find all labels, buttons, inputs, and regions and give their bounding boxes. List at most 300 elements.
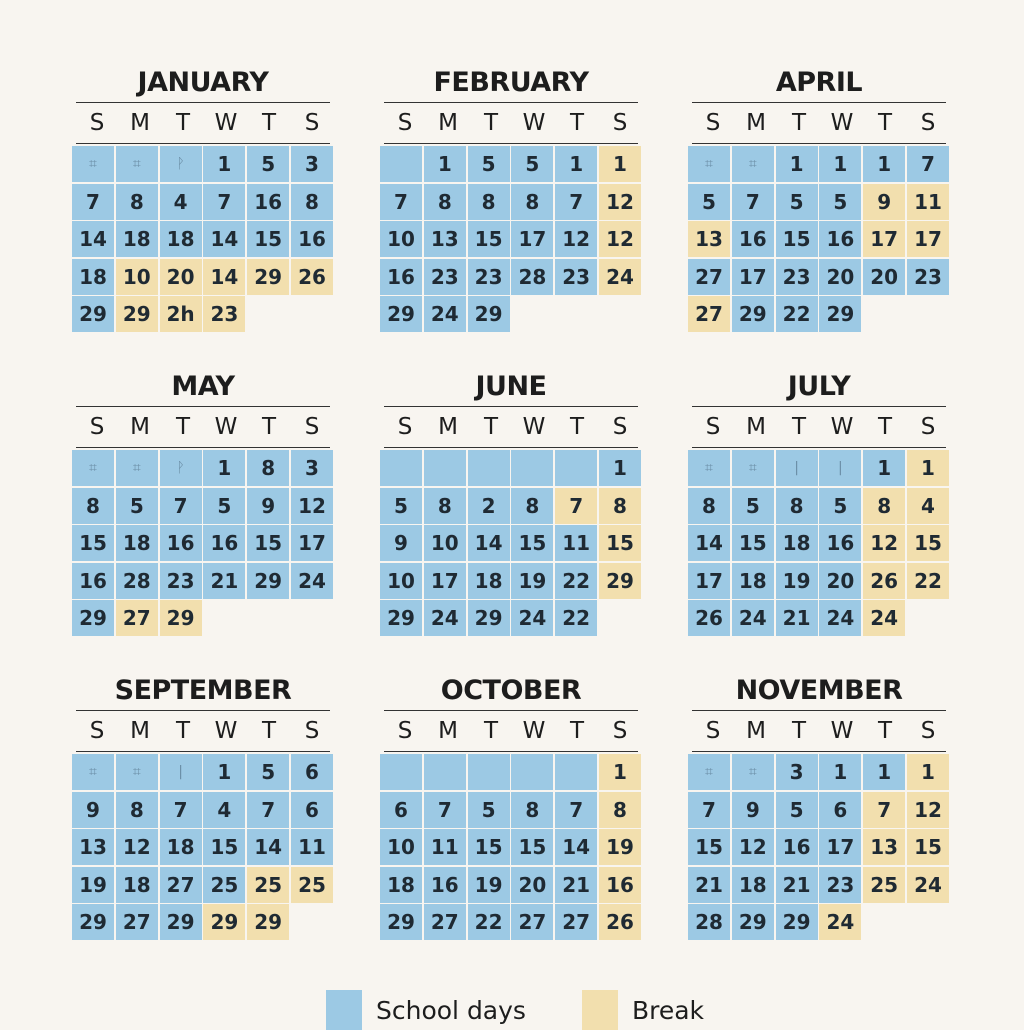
month-calendar bbox=[380, 64, 642, 354]
school-day-cell: 11 bbox=[555, 525, 597, 561]
school-day-cell: 9 bbox=[380, 525, 422, 561]
break-day-cell: 29 bbox=[599, 563, 641, 599]
school-day-cell: 5 bbox=[776, 184, 818, 220]
empty-day-cell bbox=[907, 600, 949, 636]
weekday-header: S bbox=[612, 110, 628, 136]
school-day-cell: 14 bbox=[555, 829, 597, 865]
school-day-cell: 14 bbox=[468, 525, 510, 561]
school-day-cell: 15 bbox=[511, 829, 553, 865]
school-day-cell: 15 bbox=[203, 829, 245, 865]
school-day-cell: 22 bbox=[555, 563, 597, 599]
school-day-cell: 12 bbox=[732, 829, 774, 865]
school-day-cell: 11 bbox=[291, 829, 333, 865]
school-day-cell: 7 bbox=[160, 792, 202, 828]
weekday-header: T bbox=[483, 414, 499, 440]
weekday-header-row bbox=[692, 103, 946, 144]
weekday-header: W bbox=[830, 718, 854, 744]
school-day-cell: 19 bbox=[72, 867, 114, 903]
school-day-cell: 18 bbox=[732, 563, 774, 599]
empty-day-cell bbox=[863, 296, 905, 332]
school-day-cell: 16 bbox=[247, 184, 289, 220]
school-day-cell: 18 bbox=[732, 867, 774, 903]
school-day-cell: 1 bbox=[819, 146, 861, 182]
school-day-cell: 20 bbox=[863, 259, 905, 295]
weekday-header-row bbox=[692, 407, 946, 448]
school-day-cell: 8 bbox=[511, 184, 553, 220]
school-day-cell: 18 bbox=[116, 221, 158, 257]
break-day-cell: 8 bbox=[599, 792, 641, 828]
break-day-cell: 12 bbox=[863, 525, 905, 561]
school-day-cell: 29 bbox=[776, 904, 818, 940]
weekday-header: T bbox=[483, 718, 499, 744]
school-day-cell: 5 bbox=[247, 754, 289, 790]
school-day-cell: 29 bbox=[72, 296, 114, 332]
school-day-cell: 18 bbox=[160, 829, 202, 865]
school-day-cell: 22 bbox=[468, 904, 510, 940]
break-day-cell: 13 bbox=[863, 829, 905, 865]
weekday-header: S bbox=[612, 414, 628, 440]
school-day-cell: 14 bbox=[247, 829, 289, 865]
break-day-cell: 24 bbox=[599, 259, 641, 295]
school-day-cell: 27 bbox=[511, 904, 553, 940]
school-day-cell: 23 bbox=[424, 259, 466, 295]
school-day-cell: 5 bbox=[688, 184, 730, 220]
weekday-header-row bbox=[384, 407, 638, 448]
break-day-cell: 19 bbox=[599, 829, 641, 865]
school-day-cell bbox=[424, 754, 466, 790]
school-day-cell: 23 bbox=[907, 259, 949, 295]
empty-day-cell bbox=[291, 904, 333, 940]
day-grid bbox=[72, 754, 334, 940]
weekday-header: T bbox=[791, 718, 807, 744]
day-grid bbox=[380, 146, 642, 332]
school-day-cell: 21 bbox=[203, 563, 245, 599]
weekday-header: S bbox=[920, 414, 936, 440]
weekday-header: M bbox=[438, 110, 458, 136]
school-day-cell: ⌗ bbox=[732, 450, 774, 486]
weekday-header: S bbox=[89, 110, 105, 136]
school-day-cell: 6 bbox=[291, 792, 333, 828]
school-day-cell: 21 bbox=[776, 867, 818, 903]
break-day-cell: 25 bbox=[247, 867, 289, 903]
weekday-header: T bbox=[569, 414, 585, 440]
school-day-cell: 19 bbox=[776, 563, 818, 599]
school-day-cell: 8 bbox=[72, 488, 114, 524]
school-day-cell: 29 bbox=[72, 600, 114, 636]
school-day-cell: 3 bbox=[291, 146, 333, 182]
school-day-cell: 7 bbox=[247, 792, 289, 828]
school-day-cell: 28 bbox=[688, 904, 730, 940]
empty-day-cell bbox=[511, 296, 553, 332]
school-day-cell: 23 bbox=[819, 867, 861, 903]
school-day-cell bbox=[380, 754, 422, 790]
school-day-cell bbox=[380, 146, 422, 182]
weekday-header: S bbox=[612, 718, 628, 744]
day-grid bbox=[72, 146, 334, 332]
school-day-cell: 7 bbox=[424, 792, 466, 828]
school-day-cell: 17 bbox=[291, 525, 333, 561]
break-day-cell: 14 bbox=[203, 259, 245, 295]
weekday-header-row bbox=[76, 103, 330, 144]
weekday-header: S bbox=[304, 718, 320, 744]
break-day-cell: 17 bbox=[907, 221, 949, 257]
school-day-cell: 15 bbox=[247, 221, 289, 257]
empty-day-cell bbox=[291, 296, 333, 332]
school-day-cell: 1 bbox=[819, 754, 861, 790]
school-day-cell: ⌗ bbox=[688, 450, 730, 486]
school-day-cell: 6 bbox=[291, 754, 333, 790]
school-day-cell: 20 bbox=[819, 563, 861, 599]
empty-day-cell bbox=[555, 296, 597, 332]
month-calendar bbox=[72, 368, 334, 658]
school-day-cell: 1 bbox=[203, 146, 245, 182]
break-day-cell: 27 bbox=[116, 600, 158, 636]
school-day-cell: 24 bbox=[424, 600, 466, 636]
school-day-cell: ⌗ bbox=[732, 146, 774, 182]
weekday-header: T bbox=[877, 718, 893, 744]
school-day-cell: 9 bbox=[247, 488, 289, 524]
school-day-cell: 6 bbox=[380, 792, 422, 828]
day-grid bbox=[72, 450, 334, 636]
school-day-cell: 29 bbox=[160, 904, 202, 940]
weekday-header: S bbox=[89, 718, 105, 744]
school-day-cell: | bbox=[776, 450, 818, 486]
school-day-cell: ᚹ bbox=[160, 146, 202, 182]
school-day-cell: 10 bbox=[424, 525, 466, 561]
school-day-cell: 5 bbox=[819, 488, 861, 524]
weekday-header: T bbox=[261, 718, 277, 744]
weekday-header: T bbox=[175, 110, 191, 136]
empty-day-cell bbox=[203, 600, 245, 636]
break-day-cell: 1 bbox=[907, 450, 949, 486]
school-day-cell: 18 bbox=[116, 525, 158, 561]
school-day-cell: 29 bbox=[819, 296, 861, 332]
school-day-cell: ⌗ bbox=[688, 754, 730, 790]
school-day-cell: 25 bbox=[203, 867, 245, 903]
school-day-cell: 5 bbox=[819, 184, 861, 220]
break-day-cell: 24 bbox=[907, 867, 949, 903]
school-day-cell bbox=[468, 450, 510, 486]
break-day-cell: 29 bbox=[247, 259, 289, 295]
month-calendar bbox=[688, 64, 950, 354]
school-day-cell: 29 bbox=[468, 296, 510, 332]
school-day-cell: 9 bbox=[732, 792, 774, 828]
school-day-cell: 7 bbox=[732, 184, 774, 220]
break-day-cell: 1 bbox=[599, 754, 641, 790]
weekday-header: S bbox=[397, 718, 413, 744]
school-day-cell: 4 bbox=[203, 792, 245, 828]
break-day-cell: 1 bbox=[599, 146, 641, 182]
school-day-cell: 7 bbox=[72, 184, 114, 220]
school-day-cell bbox=[555, 754, 597, 790]
month-title: MAY bbox=[171, 371, 235, 402]
break-day-cell: 7 bbox=[555, 488, 597, 524]
school-day-cell: 8 bbox=[116, 184, 158, 220]
break-day-cell: 29 bbox=[116, 296, 158, 332]
month-calendar bbox=[688, 368, 950, 658]
empty-day-cell bbox=[863, 904, 905, 940]
school-day-cell: 5 bbox=[511, 146, 553, 182]
weekday-header: T bbox=[175, 718, 191, 744]
break-day-cell: 12 bbox=[907, 792, 949, 828]
break-day-cell: 12 bbox=[599, 221, 641, 257]
school-day-cell: 17 bbox=[732, 259, 774, 295]
break-day-cell: 16 bbox=[599, 867, 641, 903]
weekday-header-row bbox=[384, 103, 638, 144]
month-title: NOVEMBER bbox=[735, 675, 903, 706]
weekday-header: T bbox=[877, 414, 893, 440]
empty-day-cell bbox=[247, 600, 289, 636]
break-day-cell: 27 bbox=[688, 296, 730, 332]
school-day-cell: 20 bbox=[511, 867, 553, 903]
school-day-cell bbox=[380, 450, 422, 486]
break-day-cell: 7 bbox=[863, 792, 905, 828]
school-day-cell: 24 bbox=[819, 600, 861, 636]
school-day-cell: 2 bbox=[468, 488, 510, 524]
weekday-header-row bbox=[76, 711, 330, 752]
school-day-cell bbox=[511, 754, 553, 790]
school-day-cell: 1 bbox=[424, 146, 466, 182]
school-day-cell: 27 bbox=[116, 904, 158, 940]
weekday-header: M bbox=[746, 718, 766, 744]
school-day-cell: 6 bbox=[819, 792, 861, 828]
break-day-cell: 29 bbox=[247, 904, 289, 940]
school-day-cell: 14 bbox=[203, 221, 245, 257]
school-day-cell: | bbox=[160, 754, 202, 790]
school-day-cell: 7 bbox=[203, 184, 245, 220]
school-day-cell: | bbox=[819, 450, 861, 486]
break-day-cell: 26 bbox=[599, 904, 641, 940]
month-calendar bbox=[72, 64, 334, 354]
school-day-cell: 19 bbox=[468, 867, 510, 903]
school-day-cell: 29 bbox=[72, 904, 114, 940]
weekday-header: S bbox=[705, 110, 721, 136]
break-day-cell: 20 bbox=[160, 259, 202, 295]
break-label: Break bbox=[631, 995, 705, 1025]
month-calendar bbox=[72, 672, 334, 962]
school-day-cell: 16 bbox=[380, 259, 422, 295]
school-day-cell: 16 bbox=[732, 221, 774, 257]
school-day-cell: 5 bbox=[468, 146, 510, 182]
school-day-cell: 9 bbox=[72, 792, 114, 828]
weekday-header-row bbox=[692, 711, 946, 752]
school-day-cell: 1 bbox=[863, 146, 905, 182]
school-day-cell: 8 bbox=[116, 792, 158, 828]
school-day-cell: ⌗ bbox=[116, 754, 158, 790]
school-day-cell: 12 bbox=[291, 488, 333, 524]
school-day-cell: 1 bbox=[203, 754, 245, 790]
day-grid bbox=[380, 450, 642, 636]
school-day-cell: 27 bbox=[688, 259, 730, 295]
school-day-cell: 17 bbox=[819, 829, 861, 865]
school-day-cell: 7 bbox=[160, 488, 202, 524]
break-day-cell: 26 bbox=[863, 563, 905, 599]
break-day-cell: 15 bbox=[907, 829, 949, 865]
weekday-header: W bbox=[522, 110, 546, 136]
school-day-cell: 28 bbox=[511, 259, 553, 295]
school-day-cell: 8 bbox=[424, 488, 466, 524]
weekday-header: S bbox=[705, 414, 721, 440]
month-calendar bbox=[688, 672, 950, 962]
school-day-cell: ᚹ bbox=[160, 450, 202, 486]
month-title: JANUARY bbox=[137, 67, 269, 98]
school-day-cell: 23 bbox=[468, 259, 510, 295]
school-day-cell: 24 bbox=[732, 600, 774, 636]
weekday-header-row bbox=[384, 711, 638, 752]
school-day-cell: ⌗ bbox=[732, 754, 774, 790]
school-day-cell: 5 bbox=[380, 488, 422, 524]
month-calendar bbox=[380, 672, 642, 962]
empty-day-cell bbox=[907, 296, 949, 332]
school-day-cell: 3 bbox=[776, 754, 818, 790]
school-day-cell: 17 bbox=[688, 563, 730, 599]
school-day-cell: 13 bbox=[72, 829, 114, 865]
month-title: APRIL bbox=[775, 67, 863, 98]
break-day-cell: 8 bbox=[599, 488, 641, 524]
school-day-cell: 22 bbox=[776, 296, 818, 332]
break-day-cell: 8 bbox=[863, 488, 905, 524]
school-day-cell: 16 bbox=[291, 221, 333, 257]
weekday-header: T bbox=[877, 110, 893, 136]
school-day-cell: 10 bbox=[380, 221, 422, 257]
weekday-header: T bbox=[261, 110, 277, 136]
school-day-cell: 14 bbox=[688, 525, 730, 561]
day-grid bbox=[380, 754, 642, 940]
school-day-cell: 12 bbox=[116, 829, 158, 865]
calendar-grid bbox=[72, 64, 950, 962]
school-day-cell: 7 bbox=[380, 184, 422, 220]
weekday-header: T bbox=[791, 414, 807, 440]
weekday-header: S bbox=[397, 414, 413, 440]
break-day-cell: 23 bbox=[203, 296, 245, 332]
school-day-cell: 1 bbox=[203, 450, 245, 486]
school-day-cell: 3 bbox=[291, 450, 333, 486]
school-day-cell: 16 bbox=[424, 867, 466, 903]
school-day-cell: 5 bbox=[776, 792, 818, 828]
weekday-header: M bbox=[130, 414, 150, 440]
school-day-cell: ⌗ bbox=[116, 146, 158, 182]
weekday-header: W bbox=[522, 414, 546, 440]
weekday-header: M bbox=[746, 110, 766, 136]
school-day-cell: 15 bbox=[247, 525, 289, 561]
school-day-cell: 8 bbox=[468, 184, 510, 220]
school-day-cell: 8 bbox=[247, 450, 289, 486]
break-day-cell: 9 bbox=[863, 184, 905, 220]
month-calendar bbox=[380, 368, 642, 658]
school-day-cell: 27 bbox=[555, 904, 597, 940]
weekday-header: S bbox=[304, 414, 320, 440]
month-title: SEPTEMBER bbox=[114, 675, 292, 706]
weekday-header: T bbox=[569, 110, 585, 136]
month-title: JUNE bbox=[475, 371, 547, 402]
school-day-cell: 12 bbox=[555, 221, 597, 257]
school-day-cell: 1 bbox=[863, 450, 905, 486]
school-day-cell: 23 bbox=[160, 563, 202, 599]
school-day-cell: 15 bbox=[468, 221, 510, 257]
school-day-cell: 8 bbox=[511, 488, 553, 524]
weekday-header: T bbox=[175, 414, 191, 440]
weekday-header: S bbox=[705, 718, 721, 744]
weekday-header: M bbox=[438, 414, 458, 440]
school-day-cell: 24 bbox=[511, 600, 553, 636]
weekday-header: S bbox=[89, 414, 105, 440]
school-day-cell: 8 bbox=[688, 488, 730, 524]
school-day-cell: 23 bbox=[555, 259, 597, 295]
break-day-cell: 26 bbox=[291, 259, 333, 295]
school-day-cell bbox=[511, 450, 553, 486]
school-day-cell: 15 bbox=[732, 525, 774, 561]
school-day-cell: 14 bbox=[72, 221, 114, 257]
school-day-cell: 23 bbox=[776, 259, 818, 295]
break-day-cell: 25 bbox=[291, 867, 333, 903]
school-day-cell: 5 bbox=[203, 488, 245, 524]
school-day-cell: 7 bbox=[555, 792, 597, 828]
weekday-header: S bbox=[397, 110, 413, 136]
break-day-cell: 22 bbox=[907, 563, 949, 599]
weekday-header: W bbox=[214, 718, 238, 744]
empty-day-cell bbox=[291, 600, 333, 636]
break-day-cell: 4 bbox=[907, 488, 949, 524]
weekday-header: W bbox=[522, 718, 546, 744]
break-day-cell: 24 bbox=[863, 600, 905, 636]
school-day-cell: 18 bbox=[380, 867, 422, 903]
school-day-cell: 15 bbox=[511, 525, 553, 561]
school-day-cell: 10 bbox=[380, 563, 422, 599]
school-day-cell bbox=[555, 450, 597, 486]
school-day-cell: 21 bbox=[555, 867, 597, 903]
month-title: OCTOBER bbox=[440, 675, 582, 706]
break-day-cell: 29 bbox=[203, 904, 245, 940]
day-grid bbox=[688, 146, 950, 332]
weekday-header: T bbox=[483, 110, 499, 136]
break-day-cell: 13 bbox=[688, 221, 730, 257]
weekday-header: M bbox=[746, 414, 766, 440]
month-title: FEBRUARY bbox=[433, 67, 589, 98]
break-day-cell: 25 bbox=[863, 867, 905, 903]
school-day-cell: 16 bbox=[160, 525, 202, 561]
school-day-cell: 5 bbox=[468, 792, 510, 828]
school-day-cell: 16 bbox=[203, 525, 245, 561]
school-day-cell: 26 bbox=[688, 600, 730, 636]
legend bbox=[326, 990, 704, 1030]
school-day-cell: 16 bbox=[72, 563, 114, 599]
school-day-cell: 29 bbox=[380, 904, 422, 940]
school-day-cell: 24 bbox=[291, 563, 333, 599]
school-day-cell: 11 bbox=[424, 829, 466, 865]
school-day-cell: ⌗ bbox=[72, 450, 114, 486]
school-day-cell: 5 bbox=[247, 146, 289, 182]
break-day-cell: 24 bbox=[819, 904, 861, 940]
school-day-cell: 18 bbox=[776, 525, 818, 561]
school-day-cell: 29 bbox=[247, 563, 289, 599]
school-day-cell: ⌗ bbox=[72, 754, 114, 790]
school-day-cell: 4 bbox=[160, 184, 202, 220]
school-day-cell: 18 bbox=[116, 867, 158, 903]
school-day-cell: 8 bbox=[511, 792, 553, 828]
school-day-cell: 29 bbox=[380, 296, 422, 332]
school-day-cell: 15 bbox=[688, 829, 730, 865]
break-day-cell: 2h bbox=[160, 296, 202, 332]
school-day-cell: 7 bbox=[688, 792, 730, 828]
school-day-cell: 17 bbox=[424, 563, 466, 599]
school-days-label: School days bbox=[376, 995, 526, 1025]
weekday-header: M bbox=[130, 718, 150, 744]
school-day-cell: 10 bbox=[380, 829, 422, 865]
weekday-header: T bbox=[791, 110, 807, 136]
empty-day-cell bbox=[599, 600, 641, 636]
school-day-cell: 1 bbox=[599, 450, 641, 486]
school-day-cell: 29 bbox=[732, 296, 774, 332]
